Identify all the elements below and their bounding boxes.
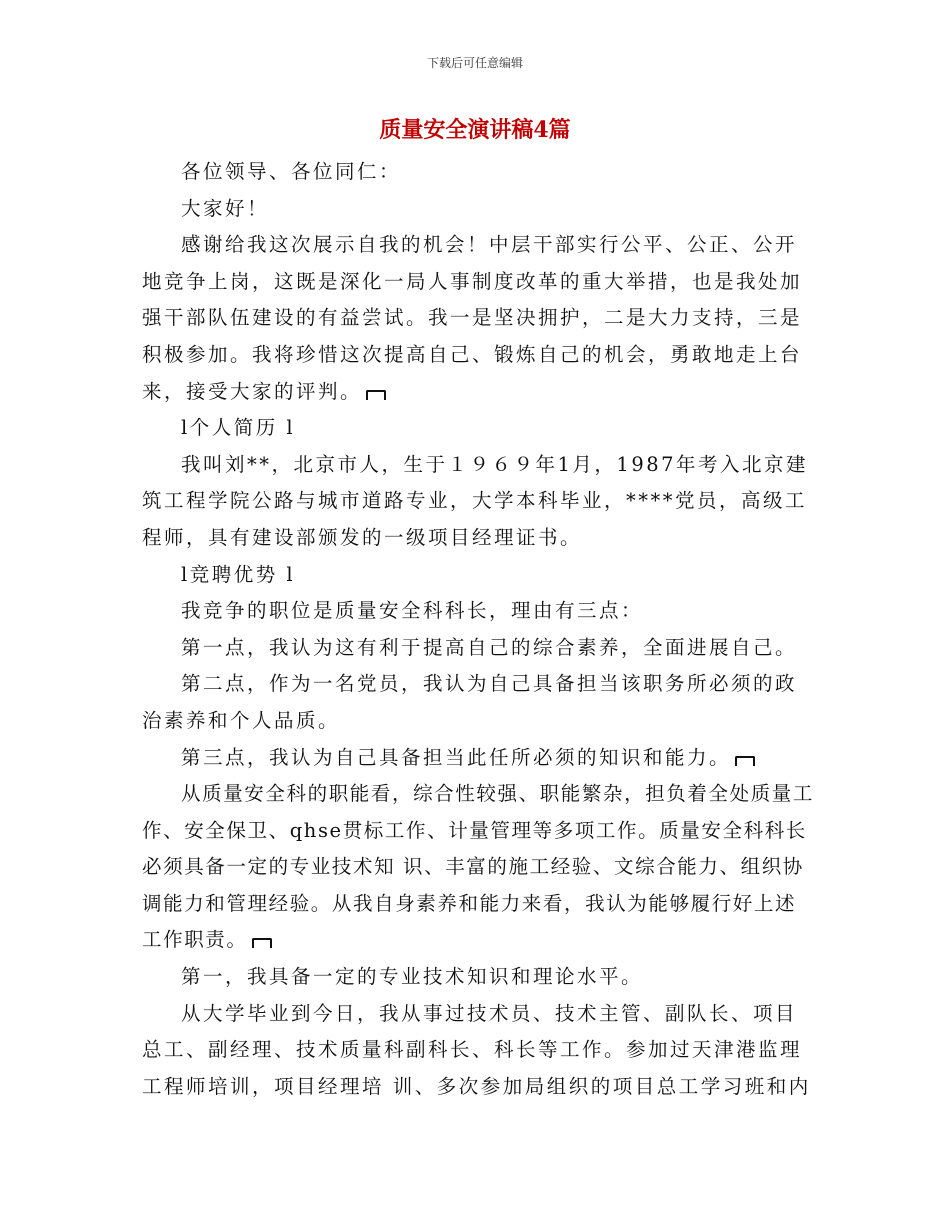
paragraph-first-qualification: 第一，我具备一定的专业技术知识和理论水平。 [181,965,644,989]
paragraph-salutation: 各位领导、各位同仁： [181,160,402,183]
paragraph-point-three-text: 第三点，我认为自己具备担当此任所必须的知识和能力。 [181,745,732,769]
paragraph-resume: 我叫刘**，北京市人，生于１９６９年1月，1987年考入北京建筑工程学院公路与城市道路专业，大学本科毕业，****党员，高级工程师，具有建设部颁发的一级项目经理证书。 [142,452,809,549]
paragraph-greeting: 大家好！ [181,196,270,220]
paragraph-reasons: 我竞争的职位是质量安全科科长，理由有三点： [181,599,644,623]
paragraph-point-two: 第二点，作为一名党员，我认为自己具备担当该职务所必须的政治素养和个人品质。 [142,672,798,732]
section-heading-advantages: l竞聘优势 l [181,562,296,586]
paragraph-duties-text: 从质量安全科的职能看，综合性较强、职能繁杂，担负着全处质量工作、安全保卫、qhse贯标工作、计量管理等多项工作。质量安全科科长必须具备一定的专业技术知 识、丰富的施工经验、文综合能力、组织协调能力和管理经验。从我自身素养和能力来看，我认为能够履行好上述工作职责。 [142,782,815,952]
paragraph-experience: 从大学毕业到今日，我从事过技术员、技术主管、副队长、项目总工、副经理、技术质量科副科长、科长等工作。参加过天津港监理工程师培训，项目经理培 训、多次参加局组织的项目总工学习班和内 [142,1001,811,1098]
paragraph-duties [142,776,817,959]
paragraph-point-one: 第一点，我认为这有利于提高自己的综合素养，全面进展自己。 [181,635,798,659]
header-note: 下载后可任意编辑 [426,56,523,70]
bracket-mark-icon [735,756,755,766]
paragraph-intro [142,227,817,410]
paragraph-intro-text: 感谢给我这次展示自我的机会！中层干部实行公平、公正、公开地竞争上岗，这既是深化一局人事制度改革的重大举措，也是我处加强干部队伍建设的有益尝试。我一是坚决拥护，二是大力支持，三是积极参加。我将珍惜这次提高自己、锻炼自己的机会，勇敢地走上台来，接受大家的评判。 [142,233,803,403]
section-heading-resume: l个人简历 l [181,416,296,440]
document-body [142,154,817,1105]
bracket-mark-icon [252,938,272,948]
document-title: 质量安全演讲稿4篇 [379,117,571,143]
bracket-mark-icon [366,390,386,400]
paragraph-point-three [142,740,817,777]
